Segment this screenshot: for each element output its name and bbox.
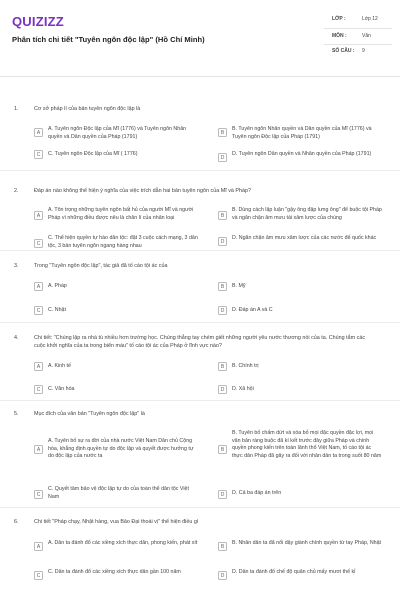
option-letter-badge: A [34,542,43,551]
question-number: 3. [14,263,19,269]
option-text: D. Ngăn chặn âm mưu xâm lược của các nước đế quốc khác [232,235,377,241]
option-text: C. Nhật [48,307,66,313]
question-divider [0,170,400,171]
option-letter-badge: D [218,490,227,499]
question-divider [0,322,400,323]
option-text: A. Tuyên bố sự ra đời của nhà nước Việt Nam Dân chủ Cộng hòa, khẳng định quyền tự do độc lập và quyết được hưởng tự do độc lập của nước ta [48,438,194,460]
option-letter-badge: A [34,362,43,371]
option-text: A. Tôn trọng những tuyên ngôn bất hủ của người Mĩ và người Pháp vì những điều được nêu là chân lí của nhân loại [48,207,194,221]
question-number: 6. [14,519,19,525]
option-letter-badge: A [34,211,43,220]
option-letter-badge: B [218,445,227,454]
question-divider [0,250,400,251]
option-text: B. Dùng cách lập luận "gậy ông đập lưng ông" để buộc tội Pháp và ngăn chặn âm mưu tái xâm lược của chúng [232,207,382,221]
option-letter-badge: A [34,282,43,291]
option-text: D. Đáp án A và C [232,307,273,313]
option-letter-badge: C [34,306,43,315]
meta-label-subject: MÔN : [332,33,347,39]
question-text: Chi tiết: "Chúng lập ra nhà tù nhiều hơn trường học. Chúng thẳng tay chém giết những người yêu nước thương nòi của ta. Chúng tắm các cuộc khởi nghĩa của ta trong biển máu" tố cáo tội ác của Pháp ở lĩnh vực nào? [34,335,366,349]
question-text: Trong "Tuyên ngôn độc lập", tác giả đã tố cáo tội ác của [34,263,168,269]
option-letter-badge: B [218,211,227,220]
option-letter-badge: A [34,128,43,137]
option-letter-badge: C [34,490,43,499]
option-letter-badge: D [218,153,227,162]
question-number: 1. [14,106,19,112]
option-letter-badge: C [34,150,43,159]
option-text: C. Dân ta đánh đổ các xiềng xích thực dân gần 100 năm [48,569,181,575]
meta-value-subject: Văn [362,33,371,39]
option-letter-badge: B [218,542,227,551]
option-text: B. Tuyên ngôn Nhân quyền và Dân quyền của Mĩ (1776) và Tuyên ngôn Độc lập của Pháp (1791) [232,126,372,140]
option-letter-badge: C [34,239,43,248]
question-divider [0,400,400,401]
option-letter-badge: D [218,571,227,580]
worksheet-title: Phân tích chi tiết "Tuyên ngôn độc lập" (Hồ Chí Minh) [12,35,205,44]
meta-count [332,48,392,58]
meta-subject [332,33,392,43]
option-text: B. Nhân dân ta đã nổi dậy giành chính quyền từ tay Pháp, Nhật [232,540,382,546]
quizizz-logo: QUIZIZZ [12,14,64,29]
worksheet-header [0,0,400,76]
question-text: Mục đích của văn bản "Tuyên ngôn độc lập" là [34,411,145,417]
meta-label-count: SỐ CÂU : [332,48,355,54]
option-letter-badge: D [218,306,227,315]
option-text: D. Dân ta đánh đổ chế độ quân chủ mấy mươi thế kỉ [232,569,356,575]
option-text: A. Tuyên ngôn Độc lập của Mĩ (1776) và Tuyên ngôn Nhân quyền và Dân quyền của Pháp (1791) [48,126,187,140]
question-text: Chi tiết "Pháp chạy, Nhật hàng, vua Bảo Đại thoái vị" thể hiện điều gì [34,519,199,525]
option-letter-badge: B [218,128,227,137]
meta-divider [324,44,392,45]
option-letter-badge: A [34,445,43,454]
option-text: B. Mỹ [232,283,246,289]
question-text: Đáp án nào không thể hiện ý nghĩa của việc trích dẫn hai bản tuyên ngôn của Mĩ và Pháp? [34,188,251,194]
question-text: Cơ sở pháp lí của bản tuyên ngôn độc lập là [34,106,141,112]
meta-value-count: 9 [362,48,365,54]
question-divider [0,507,400,508]
option-text: A. Kinh tế [48,363,71,369]
option-letter-badge: B [218,282,227,291]
option-text: D. Cả ba đáp án trên [232,490,282,496]
question-number: 4. [14,335,19,341]
option-text: B. Tuyên bố chấm dứt và xóa bỏ mọi đặc quyền đặc lợi, mọi văn bản ràng buộc đã kí kết trước đây giữa Pháp và chính quyền phong kiến trên toàn lãnh thổ Việt Nam, tố cáo tội ác thực dân Pháp đã gây ra đối với nhân dân ta trong suốt 80 năm [232,430,382,459]
option-text: D. Xã hội [232,386,254,392]
option-text: A. Pháp [48,283,67,289]
option-letter-badge: D [218,385,227,394]
option-letter-badge: C [34,385,43,394]
option-letter-badge: C [34,571,43,580]
option-text: D. Tuyên ngôn Dân quyền và Nhân quyền của Pháp (1791) [232,151,372,157]
option-text: B. Chính trị [232,363,259,369]
option-text: C. Văn hóa [48,386,75,392]
meta-class [332,16,392,26]
option-letter-badge: D [218,237,227,246]
meta-value-class: Lớp 12 [362,16,378,22]
option-text: A. Dân ta đánh đổ các xiềng xích thực dân, phong kiến, phát xít [48,540,198,546]
meta-divider [324,28,392,29]
option-text: C. Tuyên ngôn Độc lập của Mĩ ( 1776) [48,151,138,157]
option-text: C. Quyết tâm bảo vệ độc lập tự do của toàn thể dân tộc Việt Nam [48,486,189,500]
header-divider [0,76,400,77]
question-number: 5. [14,411,19,417]
option-text: C. Thể hiện quyền tự hào dân tộc: đặt 3 cuộc cách mạng, 3 dân tộc, 3 bản tuyên ngôn ngang hàng nhau [48,235,198,249]
question-number: 2. [14,188,19,194]
meta-label-class: LỚP : [332,16,346,22]
option-letter-badge: B [218,362,227,371]
